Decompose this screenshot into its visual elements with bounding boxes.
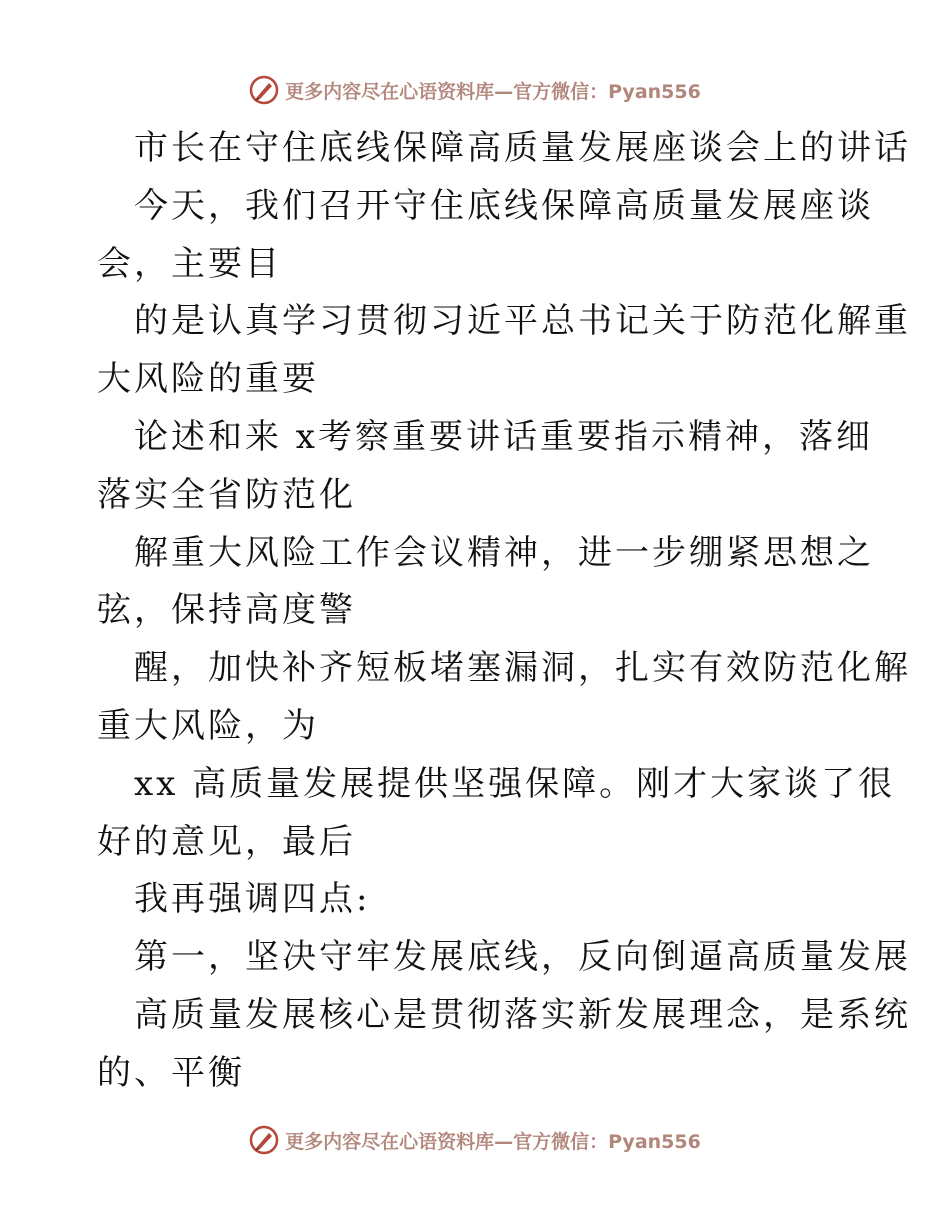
paragraph-line: 重大风险，为 — [97, 706, 319, 746]
quill-pen-logo-icon — [249, 1125, 279, 1155]
paragraph-line: 我再强调四点: — [134, 879, 371, 919]
quill-pen-logo-icon — [249, 75, 279, 105]
footer-banner — [0, 1120, 950, 1160]
paragraph-line: xx 高质量发展提供坚强保障。刚才大家谈了很 — [134, 764, 896, 804]
paragraph-line: 解重大风险工作会议精神，进一步绷紧思想之 — [134, 533, 874, 573]
paragraph-line: 高质量发展核心是贯彻落实新发展理念，是系统 — [134, 995, 911, 1035]
paragraph-line: 的、平衡 — [97, 1053, 245, 1093]
banner-text: 更多内容尽在心语资料库—官方微信：Pyan556 — [285, 1130, 701, 1153]
paragraph-line: 弦，保持高度警 — [97, 590, 356, 630]
paragraph-line: 的是认真学习贯彻习近平总书记关于防范化解重 — [134, 301, 911, 341]
banner-text: 更多内容尽在心语资料库—官方微信：Pyan556 — [285, 80, 701, 103]
paragraph-line: 落实全省防范化 — [97, 475, 356, 515]
paragraph-line: 会，主要目 — [97, 244, 282, 284]
paragraph-line: 大风险的重要 — [97, 359, 319, 399]
document-title: 市长在守住底线保障高质量发展座谈会上的讲话 — [134, 128, 911, 168]
header-banner — [0, 70, 950, 110]
paragraph-line: 第一，坚决守牢发展底线，反向倒逼高质量发展 — [134, 937, 911, 977]
paragraph-line: 好的意见，最后 — [97, 822, 356, 862]
paragraph-line: 论述和来 x考察重要讲话重要指示精神，落细 — [134, 417, 873, 457]
paragraph-line: 今天，我们召开守住底线保障高质量发展座谈 — [134, 186, 874, 226]
paragraph-line: 醒，加快补齐短板堵塞漏洞，扎实有效防范化解 — [134, 648, 911, 688]
